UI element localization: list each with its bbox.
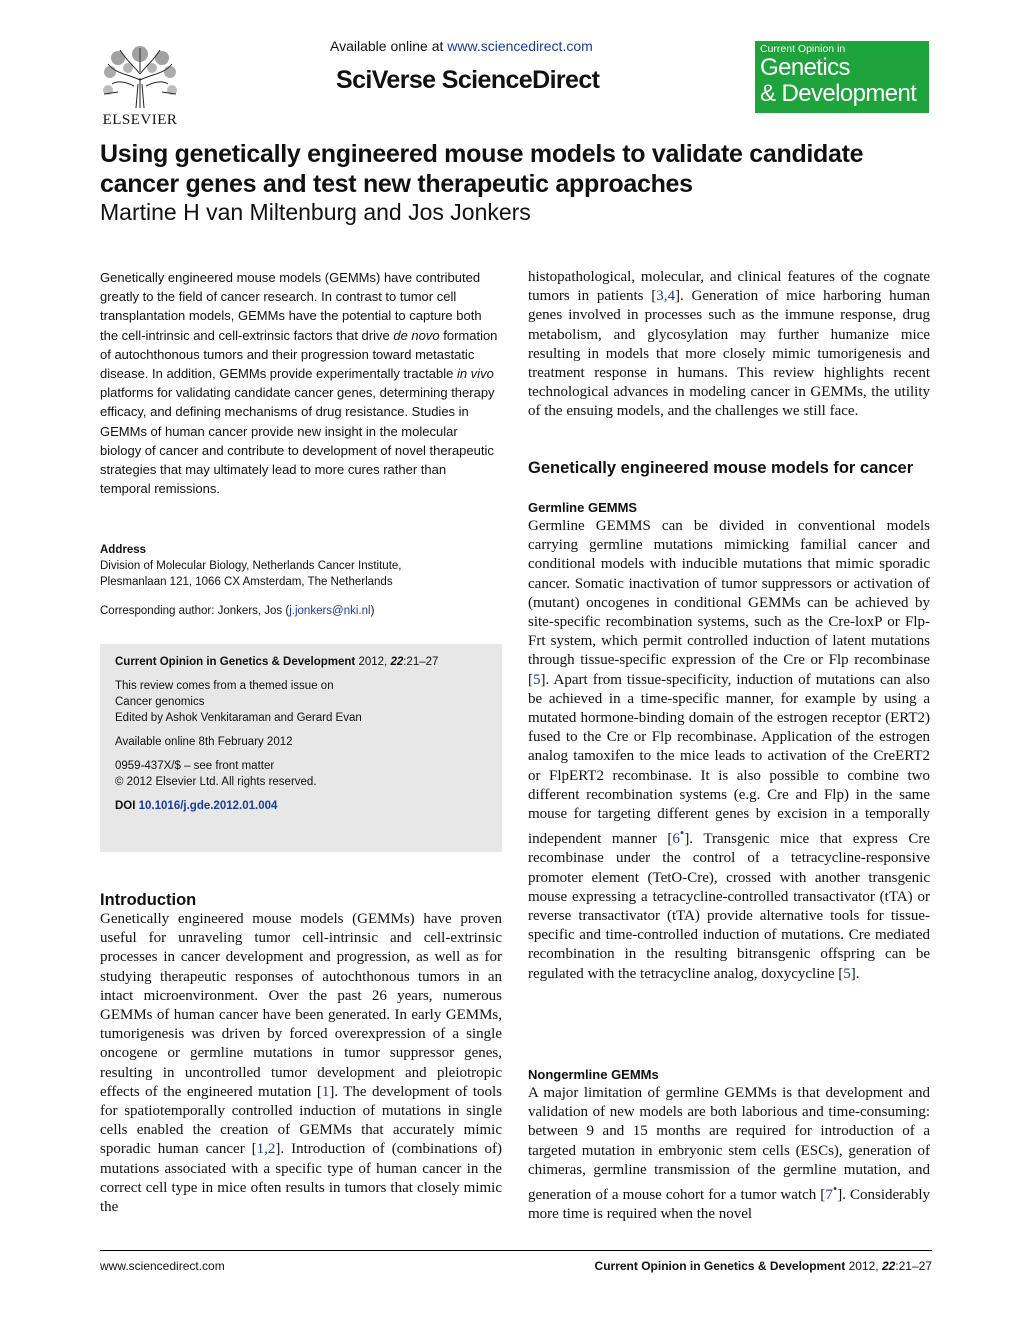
info-doi	[115, 798, 487, 814]
address-block	[100, 542, 498, 590]
info-journal: Current Opinion in Genetics & Development	[115, 656, 356, 668]
introduction-heading: Introduction	[100, 891, 197, 909]
ref-link[interactable]: 3,4	[656, 288, 676, 305]
gemm-section-heading: Genetically engineered mouse models for cancer	[528, 459, 914, 477]
info-volume: 22	[390, 656, 404, 668]
elsevier-tree-icon	[98, 44, 182, 110]
footer-volume: 22	[881, 1259, 896, 1273]
introduction-text	[100, 910, 502, 1217]
abstract	[100, 268, 498, 498]
intro-text-2: ]. The development of tools for spatiotemporally controlled induction of mutations in single cells enabled the creation of GEMMs that accurately mimic sporadic human cancer [	[100, 1083, 503, 1158]
info-citation	[115, 654, 487, 670]
journal-logo-line1: Genetics	[760, 54, 850, 81]
journal-logo[interactable]	[755, 41, 929, 113]
ref-number: 6	[672, 831, 680, 848]
publisher-name: ELSEVIER	[102, 112, 178, 128]
info-online: Available online 8th February 2012	[115, 736, 293, 748]
abstract-text-2: formation of autochthonous tumors and their progression toward metastatic disease. In addition, GEMMs provide experimentally tractable	[100, 327, 498, 382]
info-themed-2: Cancer genomics	[115, 696, 205, 708]
germline-text-2: ]. Apart from tissue-specificity, induction of mutations can also be achieved in a time-specific manner, for example by using a mutated hormone-binding domain of the estrogen receptor (ERT2) fused to the Cre or Flp recombinase. Application of the estrogen analog tamoxifen to the mice leads to activation of the CreERT2 or FlpERT2 recombinase. It is also possible to combine two different recombination systems (e.g. Cre and Flp) in the same mouse for targeting different genes by excision in a temporally independent manner [	[528, 671, 930, 848]
article-info-box	[100, 644, 502, 852]
article-title: Using genetically engineered mouse models to validate candidate cancer genes and test new therapeutic approaches	[100, 140, 864, 198]
address-line-2: Plesmanlaan 121, 1066 CX Amsterdam, The Netherlands	[100, 576, 393, 588]
intro-text-1: Genetically engineered mouse models (GEMMs) have proven useful for unraveling tumor cell-intrinsic and cell-extrinsic processes in cancer development and progression, as well as for studying therapeutic responses of autochthonous tumors in an intact microenvironment. Over the past 26 years, numerous GEMMs of human cancer have been generated. In early GEMMs, tumorigenesis was driven by forced overexpression of a single oncogene or germline mutations in tumor suppressor genes, resulting in uncontrolled tumor development and pleiotropic effects of the engineered mutation [	[100, 911, 502, 1100]
platform-name: SciVerse ScienceDirect	[336, 66, 600, 94]
footer-pages: :21–27	[895, 1259, 932, 1273]
journal-logo-line2: & Development	[760, 80, 917, 107]
ref-link[interactable]: 1	[321, 1083, 330, 1100]
ref-link[interactable]: 1,2	[256, 1141, 276, 1158]
journal-logo-small: Current Opinion in	[760, 43, 846, 55]
col2-text-2: ]. Generation of mice harboring human genes involved in processes such as the immune response, drug metabolism, and glycosylation may further humanize mice resulting in models that more closely mimic tumorigenesis and treatment response in humans. This review highlights recent technological advances in modeling cancer in GEMMs, the utility of the ensuing models, and the challenges we still face.	[528, 288, 930, 420]
info-issn: 0959-437X/$ – see front matter	[115, 760, 275, 772]
ref-marker: •	[832, 1182, 838, 1197]
nongermline-text-1: A major limitation of germline GEMMs is that development and validation of new models are both laborious and time-consuming: between 9 and 15 months are required for introduction of a targeted mutation in embryonic stem cells (ESCs), generation of chimeras, germline transmission of the germline mutation, and generation of a mouse cohort for a tumor watch [	[528, 1085, 930, 1204]
ref-number: 7	[825, 1187, 833, 1204]
corresponding-email-link[interactable]: j.jonkers@nki.nl	[289, 605, 371, 617]
info-pages: :21–27	[403, 656, 439, 668]
info-doi-label: DOI	[115, 800, 139, 812]
nongermline-heading: Nongermline GEMMs	[528, 1067, 659, 1082]
abstract-em-1: de novo	[393, 327, 440, 343]
corresponding-author	[100, 603, 498, 619]
col2-text-1: histopathological, molecular, and clinical features of the cognate tumors in patients [	[528, 269, 930, 305]
footer-rule	[100, 1250, 932, 1251]
available-prefix: Available online at	[330, 38, 448, 54]
doi-link[interactable]: 10.1016/j.gde.2012.01.004	[138, 800, 278, 812]
info-copyright: © 2012 Elsevier Ltd. All rights reserved.	[115, 776, 317, 788]
germline-text-4: ].	[850, 965, 860, 982]
ref-link[interactable]	[825, 1182, 838, 1204]
sciencedirect-link[interactable]: www.sciencedirect.com	[447, 38, 593, 54]
corresponding-suffix: )	[370, 605, 375, 617]
address-label: Address	[100, 544, 147, 556]
elsevier-logo[interactable]	[98, 44, 182, 130]
ref-link[interactable]	[672, 826, 685, 848]
column2-text	[528, 268, 930, 422]
intro-text-3: ]. Introduction of (combinations of) mutations associated with a specific type of human cancer in the correct cell type in mice often results in tumors that closely mimic the	[100, 1141, 502, 1216]
info-themed-1: This review comes from a themed issue on	[115, 680, 334, 692]
germline-text-1: Germline GEMMS can be divided in conventional models carrying germline mutations mimicking familial cancer and conditional models with inducible mutations that mimic sporadic cancer. Somatic inactivation of tumor suppressors or activation of (mutant) oncogenes in conditional GEMMs can be achieved by site-specific recombination systems, such as the Cre-loxP or Flp-Frt system, which permit controlled induction of latent mutations through tissue-specific expression of the Cre or Flp recombinase [	[528, 518, 930, 688]
article-authors: Martine H van Miltenburg and Jos Jonkers	[100, 199, 531, 225]
ref-link[interactable]: 5	[843, 965, 851, 982]
germline-text	[528, 517, 930, 984]
abstract-text-1: Genetically engineered mouse models (GEMMs) have contributed greatly to the field of cancer research. In contrast to tumor cell transplantation models, GEMMs have the potential to capture both the cell-intrinsic and cell-extrinsic factors that drive	[100, 270, 482, 343]
nongermline-text	[528, 1084, 930, 1224]
info-editors: Edited by Ashok Venkitaraman and Gerard Evan	[115, 712, 362, 724]
ref-link[interactable]: 5	[533, 671, 541, 688]
available-online	[330, 38, 593, 54]
nongermline-text-2: ]. Considerably more time is required when the novel	[528, 1187, 931, 1223]
footer-citation	[520, 1259, 932, 1273]
corresponding-prefix: Corresponding author: Jonkers, Jos (	[100, 605, 290, 617]
germline-text-3: ]. Transgenic mice that express Cre recombinase under the control of a tetracycline-responsive promoter element (TetO-Cre), crossed with another transgenic mouse expressing a tetracycline-controlled transactivator (tTA) or reverse transactivator (tTA) provide alternative tools for tissue-specific and time-controlled induction of mutations. Cre mediated recombination in the resulting bitransgenic offspring can be regulated with the tetracycline analog, doxycycline [	[528, 831, 931, 982]
abstract-text-3: platforms for validating candidate cancer genes, determining therapy efficacy, and defining mechanisms of drug resistance. Studies in GEMMs of human cancer provide new insight in the molecular biology of cancer and contribute to development of novel therapeutic strategies that may ultimately lead to more cures rather than temporal remissions.	[100, 385, 495, 497]
ref-marker: •	[679, 826, 685, 841]
footer-journal: Current Opinion in Genetics & Development	[594, 1259, 846, 1273]
info-year: 2012,	[355, 656, 391, 668]
footer-sciencedirect-link[interactable]: www.sciencedirect.com	[100, 1259, 225, 1273]
footer-year: 2012,	[845, 1259, 882, 1273]
abstract-em-2: in vivo	[456, 366, 494, 382]
germline-heading: Germline GEMMS	[528, 500, 638, 515]
address-line-1: Division of Molecular Biology, Netherlands Cancer Institute,	[100, 560, 402, 572]
